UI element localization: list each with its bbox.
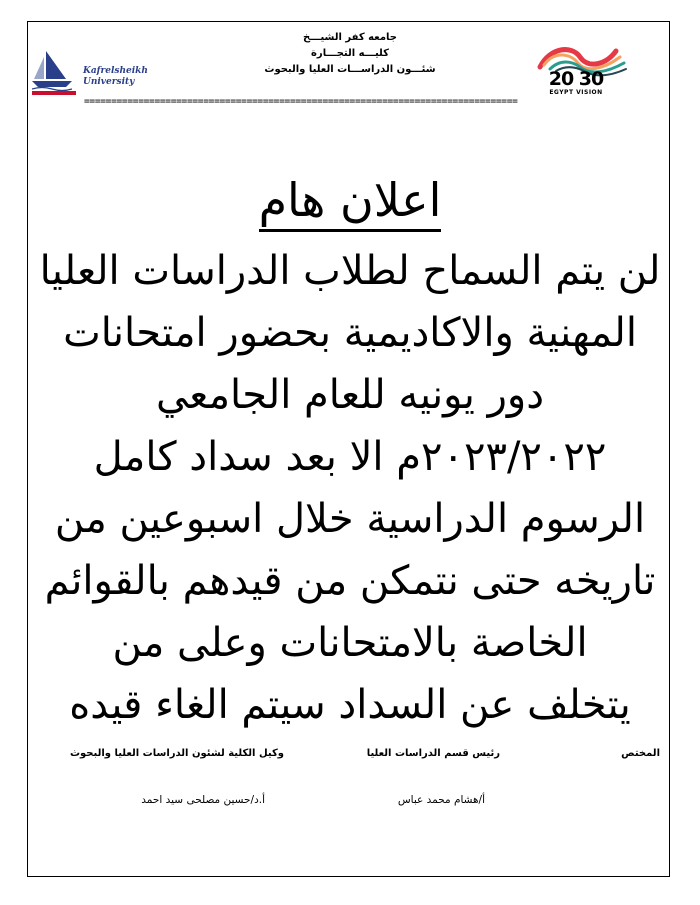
announcement-line: المهنية والاكاديمية بحضور امتحانات: [63, 310, 637, 356]
vision-2030-number: 20 30: [548, 68, 604, 90]
announcement-line: دور يونيه للعام الجامعي: [155, 372, 545, 418]
faculty-name: كليـــه التجـــارة: [311, 48, 389, 59]
department-head-name: أ/هشام محمد عباس: [397, 794, 485, 806]
specialist-label: المختص: [621, 748, 660, 759]
announcement-line: ٢٠٢٣/٢٠٢٢م الا بعد سداد كامل: [93, 434, 607, 480]
vice-dean-name: أ.د/حسين مصلحى سيد احمد: [141, 794, 265, 806]
announcement-line: لن يتم السماح لطلاب الدراسات العليا: [39, 248, 661, 294]
letterhead: [200, 30, 500, 78]
vision-tagline: EGYPT VISION: [549, 89, 603, 96]
announcement-title: اعلان هام: [150, 170, 550, 230]
announcement-line: تاريخه حتى نتمكن من قيدهم بالقوائم: [44, 558, 656, 604]
announcement-line: الرسوم الدراسية خلال اسبوعين من: [54, 496, 646, 542]
department-name: شئـــون الدراســـات العليا والبحوث: [264, 64, 436, 75]
announcement-body: [28, 240, 672, 736]
vice-dean-title: وكيل الكلية لشئون الدراسات العليا والبحوث: [69, 748, 284, 759]
university-name: جامعه كفر الشيـــخ: [303, 32, 397, 43]
kafrelsheikh-logo-text: Kafrelsheikh University: [83, 66, 148, 87]
announcement-line: الخاصة بالامتحانات وعلى من: [112, 620, 588, 666]
department-head-title: رئيس قسم الدراسات العليا: [366, 748, 500, 759]
separator-line: ================================================================================: [84, 97, 518, 107]
announcement-line: يتخلف عن السداد سيتم الغاء قيده: [69, 682, 631, 728]
